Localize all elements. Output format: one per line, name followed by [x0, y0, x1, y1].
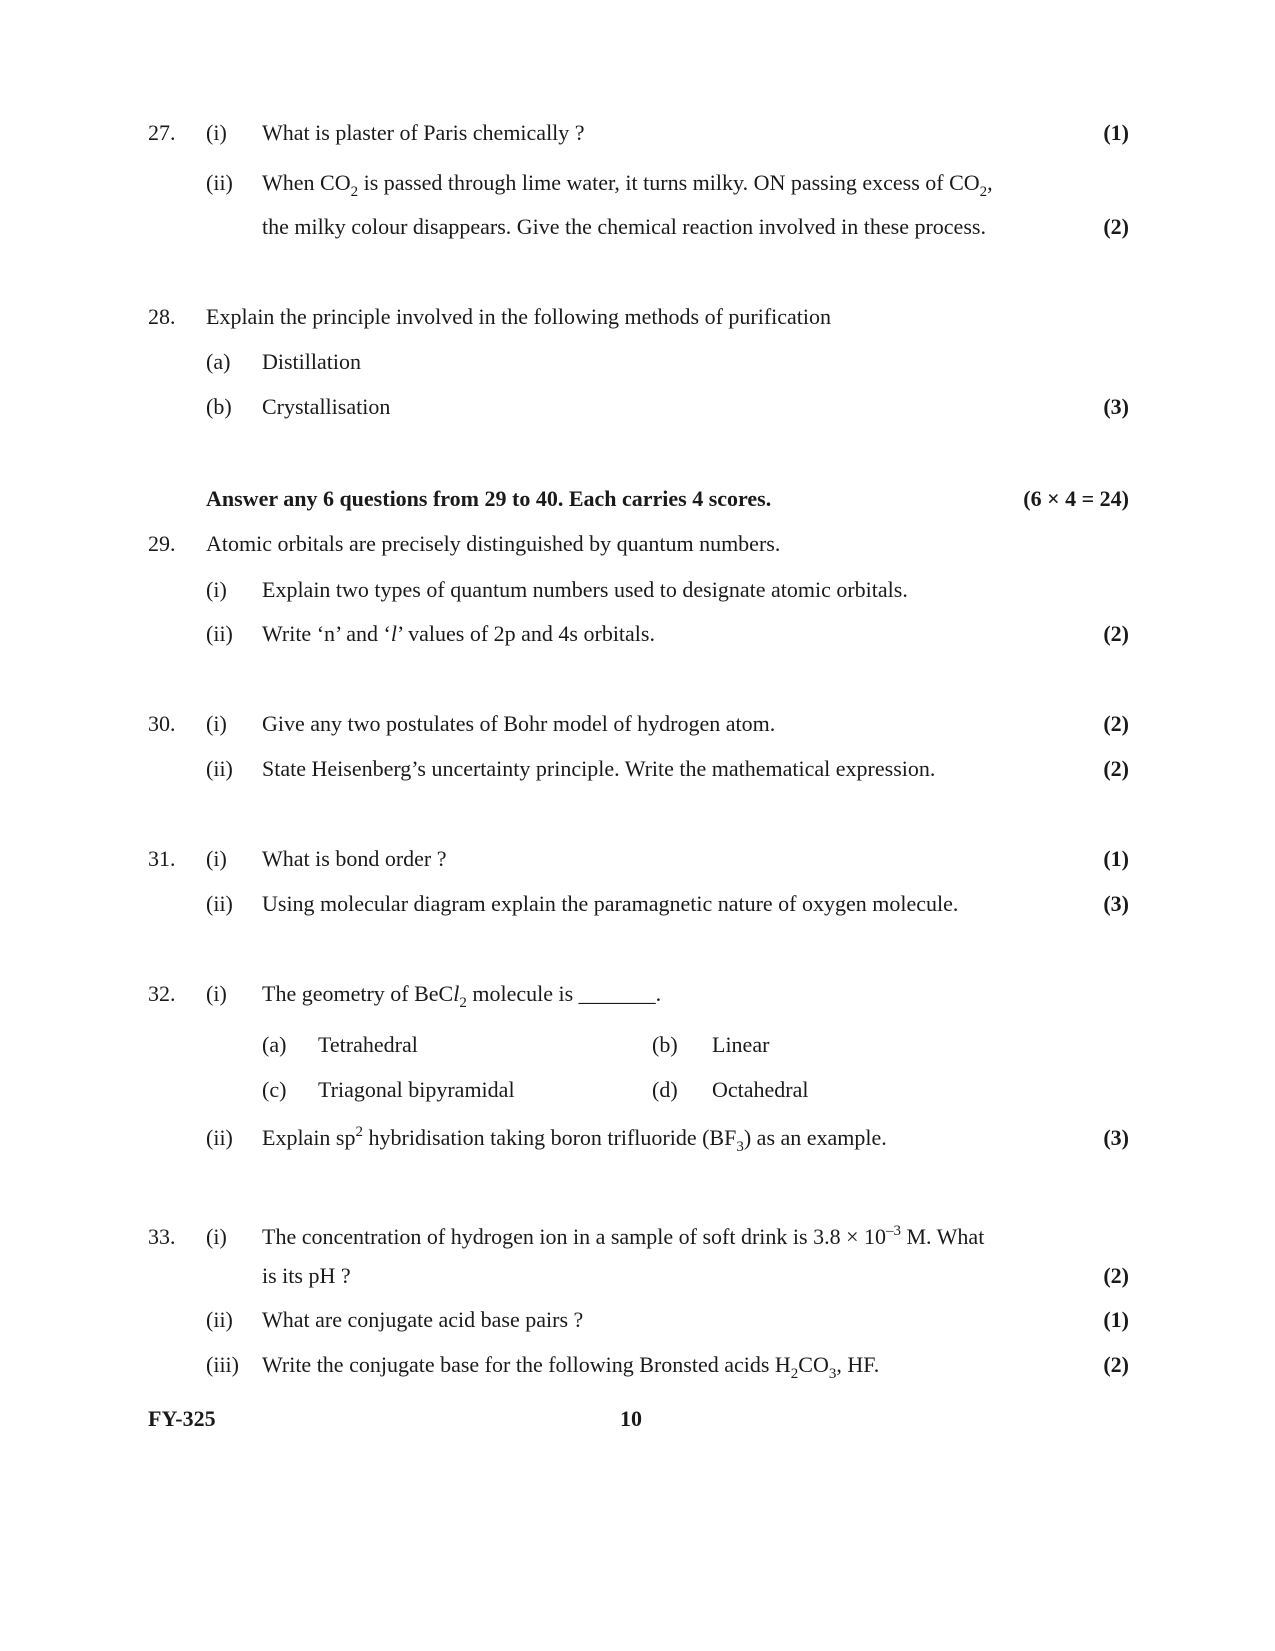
q31-number: 31.	[148, 846, 176, 871]
q28-marks: (3)	[1103, 394, 1129, 419]
q29-i-text: Explain two types of quantum numbers used to designate atomic orbitals.	[262, 577, 908, 602]
q28-b-text: Crystallisation	[262, 394, 391, 419]
q33-i-text-line2: is its pH ?	[262, 1263, 351, 1288]
q31-ii-text: Using molecular diagram explain the paramagnetic nature of oxygen molecule.	[262, 891, 959, 916]
q33-iii-label: (iii)	[206, 1352, 239, 1377]
q27-i-text: What is plaster of Paris chemically ?	[262, 120, 585, 145]
q30-ii-label: (ii)	[206, 756, 233, 781]
q33-iii-marks: (2)	[1103, 1352, 1129, 1377]
q28-a-text: Distillation	[262, 349, 361, 374]
q32-option-d-label: (d)	[652, 1077, 678, 1102]
q28-b-label: (b)	[206, 394, 232, 419]
q27-ii-text: When $CO_2$ is passed through lime water, it turns milky. ON passing excess of $CO_2$,	[262, 170, 993, 200]
q29-marks: (2)	[1103, 621, 1129, 646]
q32-i-label: (i)	[206, 981, 227, 1006]
q30-number: 30.	[148, 711, 176, 736]
q32-i-text: The geometry of BeCl$_2$ molecule is _______.	[262, 981, 662, 1011]
q33-i-marks: (2)	[1103, 1263, 1129, 1288]
section-instruction: Answer any 6 questions from 29 to 40. Each carries 4 scores.	[206, 486, 772, 511]
q32-ii-text: Explain $sp^2$ hybridisation taking boron trifluoride $(BF_3)$ as an example.	[262, 1124, 887, 1155]
q32-ii-label: (ii)	[206, 1125, 233, 1150]
q33-ii-marks: (1)	[1103, 1307, 1129, 1332]
q28-text: Explain the principle involved in the following methods of purification	[206, 304, 832, 329]
q28-number: 28.	[148, 304, 176, 329]
q27-ii-marks: (2)	[1103, 214, 1129, 239]
q30-ii-text: State Heisenberg’s uncertainty principle. Write the mathematical expression.	[262, 756, 936, 781]
q30-i-marks: (2)	[1103, 711, 1129, 736]
q30-i-text: Give any two postulates of Bohr model of hydrogen atom.	[262, 711, 776, 736]
q31-ii-label: (ii)	[206, 891, 233, 916]
q29-ii-text: Write ‘n’ and ‘l’ values of 2p and 4s orbitals.	[262, 621, 655, 646]
q33-ii-label: (ii)	[206, 1307, 233, 1332]
q31-i-marks: (1)	[1103, 846, 1129, 871]
q28-a-label: (a)	[206, 349, 231, 374]
q27-i-marks: (1)	[1103, 120, 1129, 145]
q33-i-label: (i)	[206, 1224, 227, 1249]
q30-ii-marks: (2)	[1103, 756, 1129, 781]
q32-option-b: Linear	[712, 1032, 770, 1057]
q27-ii-label: (ii)	[206, 170, 233, 195]
footer-page-number: 10	[620, 1406, 642, 1431]
q33-number: 33.	[148, 1224, 176, 1249]
q29-i-label: (i)	[206, 577, 227, 602]
q29-number: 29.	[148, 531, 176, 556]
q32-option-d: Octahedral	[712, 1077, 809, 1102]
q33-ii-text: What are conjugate acid base pairs ?	[262, 1307, 584, 1332]
q31-ii-marks: (3)	[1103, 891, 1129, 916]
q29-text: Atomic orbitals are precisely distinguished by quantum numbers.	[206, 531, 781, 556]
section-marks: (6 × 4 = 24)	[1023, 486, 1129, 511]
q31-i-text: What is bond order ?	[262, 846, 447, 871]
q32-marks: (3)	[1103, 1125, 1129, 1150]
q33-iii-text: Write the conjugate base for the following Bronsted acids $H_2CO_3$, HF.	[262, 1352, 880, 1382]
q30-i-label: (i)	[206, 711, 227, 736]
q33-i-text: The concentration of hydrogen ion in a sample of soft drink is $3.8 \times 10^{-3}$ M. What	[262, 1223, 985, 1249]
q32-option-a: Tetrahedral	[318, 1032, 418, 1057]
footer-paper-code: FY-325	[148, 1406, 216, 1431]
q32-option-a-label: (a)	[262, 1032, 287, 1057]
q27-ii-text-line2: the milky colour disappears. Give the chemical reaction involved in these process.	[262, 214, 986, 239]
q32-option-c: Triagonal bipyramidal	[318, 1077, 515, 1102]
q32-number: 32.	[148, 981, 176, 1006]
q29-ii-label: (ii)	[206, 621, 233, 646]
q27-number: 27.	[148, 120, 176, 145]
q27-i-label: (i)	[206, 120, 227, 145]
q32-option-c-label: (c)	[262, 1077, 287, 1102]
q31-i-label: (i)	[206, 846, 227, 871]
q32-option-b-label: (b)	[652, 1032, 678, 1057]
